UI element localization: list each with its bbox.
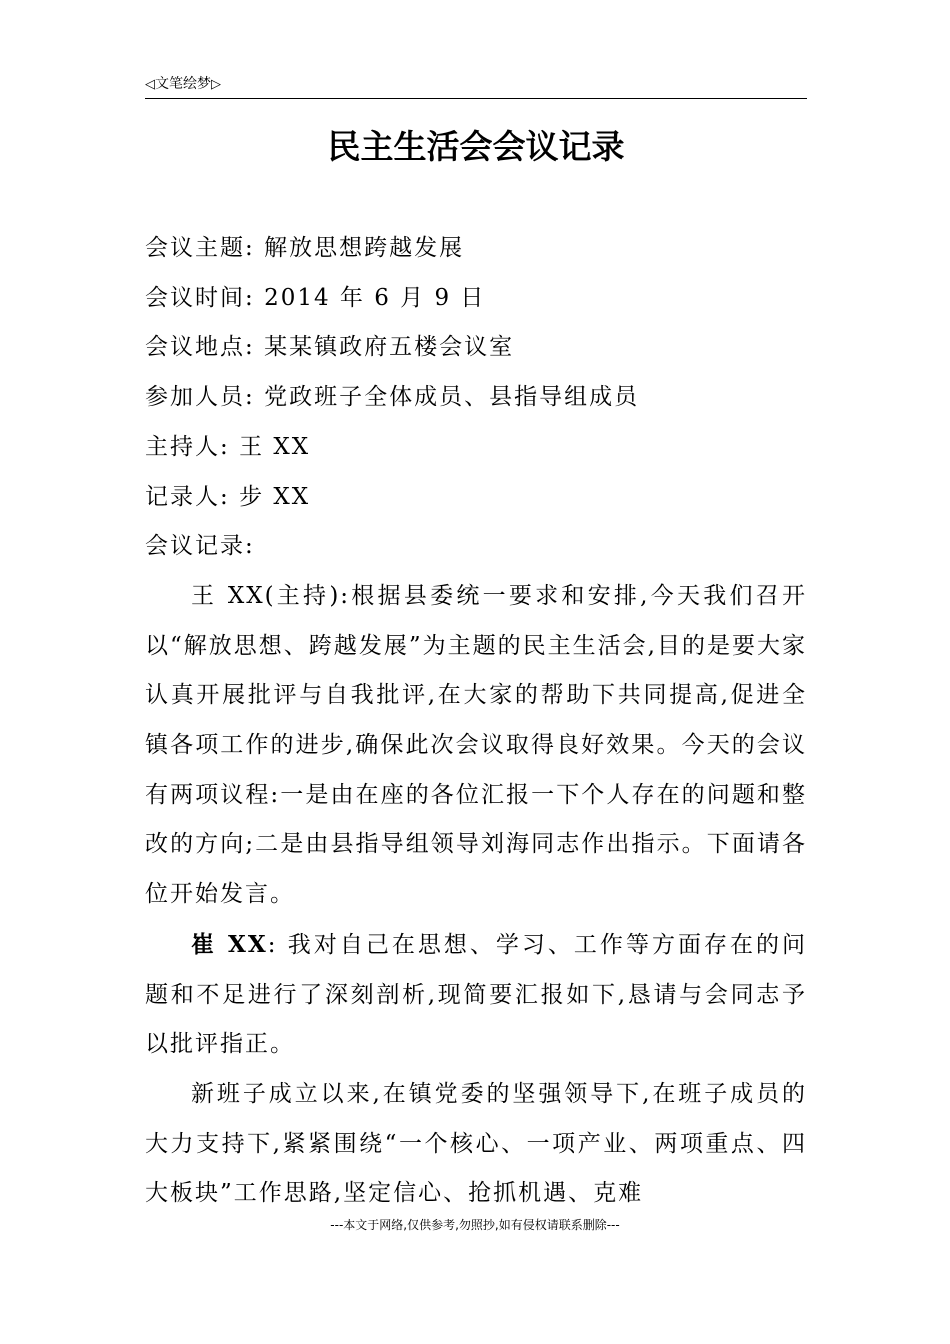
paragraph-host-remarks — [145, 572, 807, 920]
field-attendees — [145, 373, 807, 423]
field-label: 会议主题: — [145, 235, 255, 261]
paragraph-cui-remarks — [145, 920, 807, 1070]
page-footer: ---本文于网络,仅供参考,勿照抄,如有侵权请联系删除--- — [330, 1218, 620, 1232]
field-value: 步 XX — [239, 483, 311, 510]
page-header — [145, 74, 807, 99]
right-triangle-icon: ▷ — [211, 77, 221, 92]
speaker-name: 崔 XX — [191, 930, 268, 958]
paragraph-continued — [145, 1070, 807, 1219]
field-host — [145, 423, 807, 473]
document-body — [145, 224, 807, 1219]
field-value: 党政班子全体成员、县指导组成员 — [264, 384, 640, 411]
field-label: 会议地点: — [145, 334, 255, 361]
field-label: 主持人: — [145, 433, 230, 460]
field-value: 王 XX — [239, 433, 311, 460]
field-label: 记录人: — [145, 483, 230, 510]
header-text: 文笔绘梦 — [155, 76, 211, 92]
field-topic — [145, 224, 807, 274]
record-label: 会议记录: — [145, 533, 255, 560]
field-label: 参加人员: — [145, 384, 255, 411]
left-triangle-icon: ◁ — [145, 77, 155, 92]
field-value: 某某镇政府五楼会议室 — [264, 334, 515, 361]
field-time — [145, 274, 807, 324]
field-value: 2014 年 6 月 9 日 — [264, 284, 486, 311]
field-value: 解放思想跨越发展 — [264, 235, 465, 261]
paragraph-text: 王 XX(主持):根据县委统一要求和安排,今天我们召开以“解放思想、跨越发展”为主题的民主生活会,目的是要大家认真开展批评与自我批评,在大家的帮助下共同提高,促进全镇各项工作的进步,确保此次会议取得良好效果。今天的会议有两项议程:一是由在座的各位汇报一下个人存在的问题和整改的方向;二是由县指导组领导刘海同志作出指示。下面请各位开始发言。 — [145, 582, 807, 908]
field-recorder — [145, 473, 807, 523]
paragraph-text: 新班子成立以来,在镇党委的坚强领导下,在班子成员的大力支持下,紧紧围绕“一个核心、一项产业、两项重点、四大板块”工作思路,坚定信心、抢抓机遇、克难 — [145, 1080, 807, 1207]
document-title: 民主生活会会议记录 — [327, 127, 625, 166]
field-location — [145, 323, 807, 373]
field-label: 会议时间: — [145, 284, 255, 311]
paragraph-text: : 我对自己在思想、学习、工作等方面存在的问题和不足进行了深刻剖析,现简要汇报如下,恳请与会同志予以批评指正。 — [145, 931, 808, 1058]
